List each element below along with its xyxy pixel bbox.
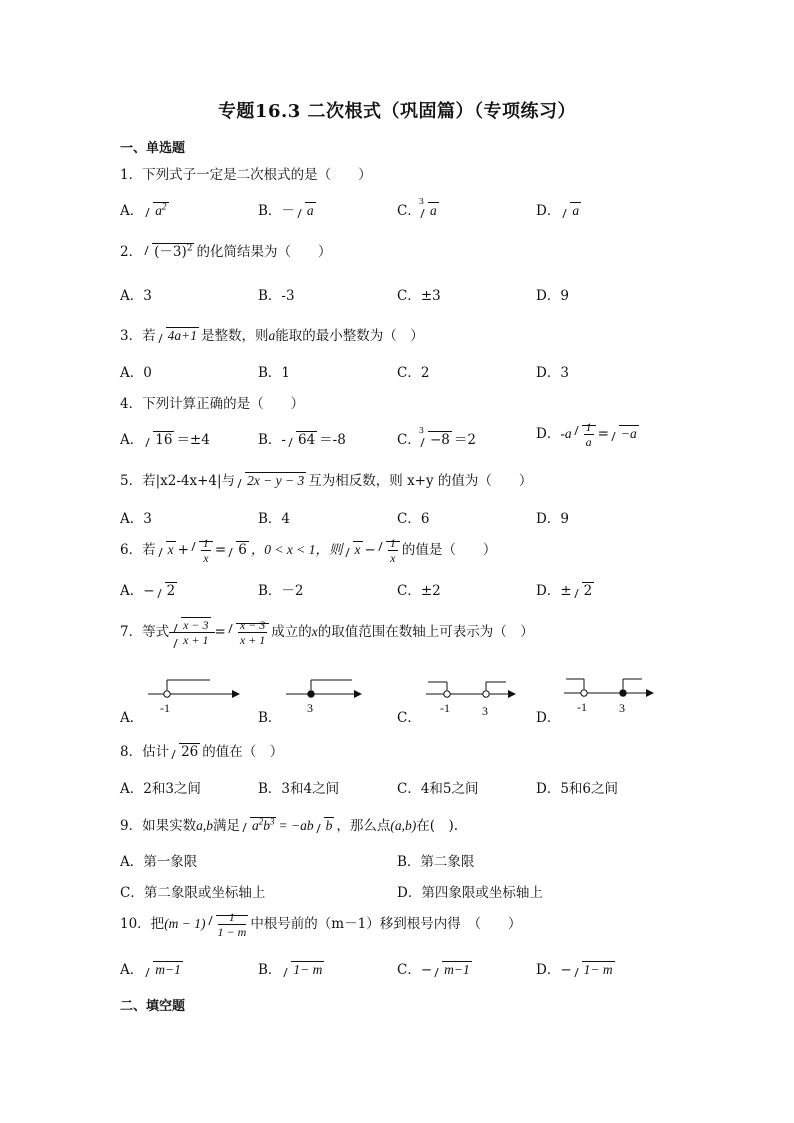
question-7-option-a: A． [120,710,144,726]
question-7-stem: 7．等式 $\frac{x - 3}{x + 1}$ = $\frac{x - 3}{x + 1}$ 成立的x的取值范围在数轴上可表示为（ ） [120,618,534,647]
question-2-option-c: C．±3 [397,288,441,304]
question-2-option-a: A．3 [120,288,152,304]
number-line-a [140,675,240,717]
question-4-option-d: D．-a $\frac{1}{a}$ = −a [536,420,637,449]
question-1-stem: 1．下列式子一定是二次根式的是（ ） [120,167,372,183]
question-3-option-d: D．3 [536,365,569,381]
number-line-c [422,675,516,717]
question-10-option-a: A． m−1 [120,962,181,978]
number-line-d-label-3: 3 [619,701,625,715]
question-4-option-c: C．$^3$−8 ＝2 [397,426,476,448]
question-9-stem: 9．如果实数a,b满足 $a^2b^3 = -ab$ b ，那么点(a,b)在( ). [120,816,459,834]
question-6-option-a: A．− 2 [120,583,176,599]
number-line-b [278,675,362,717]
question-7-option-b: B． [258,710,282,726]
question-5-option-d: D．9 [536,511,569,527]
question-5-option-c: C．6 [397,511,430,527]
question-3-option-c: C．2 [397,365,430,381]
page-title: 专题16.3 二次根式（巩固篇）（专项练习） [217,101,577,122]
question-7-option-d: D． [536,710,561,726]
number-line-c-label-3: 3 [482,704,488,717]
question-9-option-c: C．第二象限或坐标轴上 [120,885,266,901]
number-line-b-label: 3 [307,701,313,715]
question-8-option-a: A．2和3之间 [120,781,201,797]
number-line-a-label: -1 [160,701,170,715]
question-6-stem: 6．若 x + $\frac{1}{x}$ = 6 ，0 < x < 1，则 x − $\frac{1}{x}$ 的值是（ ） [120,536,497,565]
question-9-option-a: A．第一象限 [120,854,198,870]
question-1-option-d: D． a [536,203,580,219]
question-5-stem: 5．若|x2-4x+4|与 2x − y − 3 互为相反数，则 x+y 的值为（ ） [120,473,533,489]
question-2-stem: 2． $(-3)^2$ 的化简结果为（ ） [120,240,331,260]
question-6-option-b: B．－2 [258,583,304,599]
question-4-stem: 4．下列计算正确的是（ ） [120,396,305,412]
section-heading-single-choice: 一、单选题 [120,141,186,156]
question-3-option-a: A．0 [120,365,152,381]
question-5-option-a: A．3 [120,511,152,527]
question-9-option-d: D．第四象限或坐标轴上 [397,885,543,901]
question-6-option-c: C．±2 [397,583,441,599]
question-8-stem: 8．估计 26 的值在（ ） [120,744,284,760]
question-4-option-a: A． 16 ＝±4 [120,432,210,448]
question-8-option-c: C．4和5之间 [397,781,479,797]
question-5-option-b: B．4 [258,511,291,527]
question-1-option-c: C．$^3$a [397,197,437,219]
question-8-option-b: B．3和4之间 [258,781,340,797]
question-1-option-b: B．－ a [258,203,314,219]
question-6-option-d: D．± 2 [536,583,593,599]
question-8-option-d: D．5和6之间 [536,781,619,797]
question-10-option-b: B． 1− m [258,962,323,978]
question-2-option-d: D．9 [536,288,569,304]
number-line-c-label-neg1: -1 [440,701,450,715]
question-9-option-b: B．第二象限 [397,854,475,870]
number-line-d-label-neg1: -1 [577,700,587,714]
question-3-stem: 3．若 4a+1 是整数，则a能取的最小整数为（ ） [120,328,424,344]
question-10-option-d: D．− 1− m [536,962,613,978]
question-10-option-c: C．− m−1 [397,962,470,978]
question-4-option-b: B．- 64 ＝-8 [258,432,346,448]
question-1-option-a: A． $a^2$ [120,201,167,219]
question-7-option-c: C． [397,710,421,726]
question-3-option-b: B．1 [258,365,291,381]
question-10-stem: 10．把(m − 1) $\frac{1}{1 - m}$ 中根号前的（m－1）移到根号内得 （ ） [120,910,522,939]
question-2-option-b: B．-3 [258,288,295,304]
section-heading-fill-in: 二、填空题 [120,999,186,1014]
number-line-d [560,674,654,716]
